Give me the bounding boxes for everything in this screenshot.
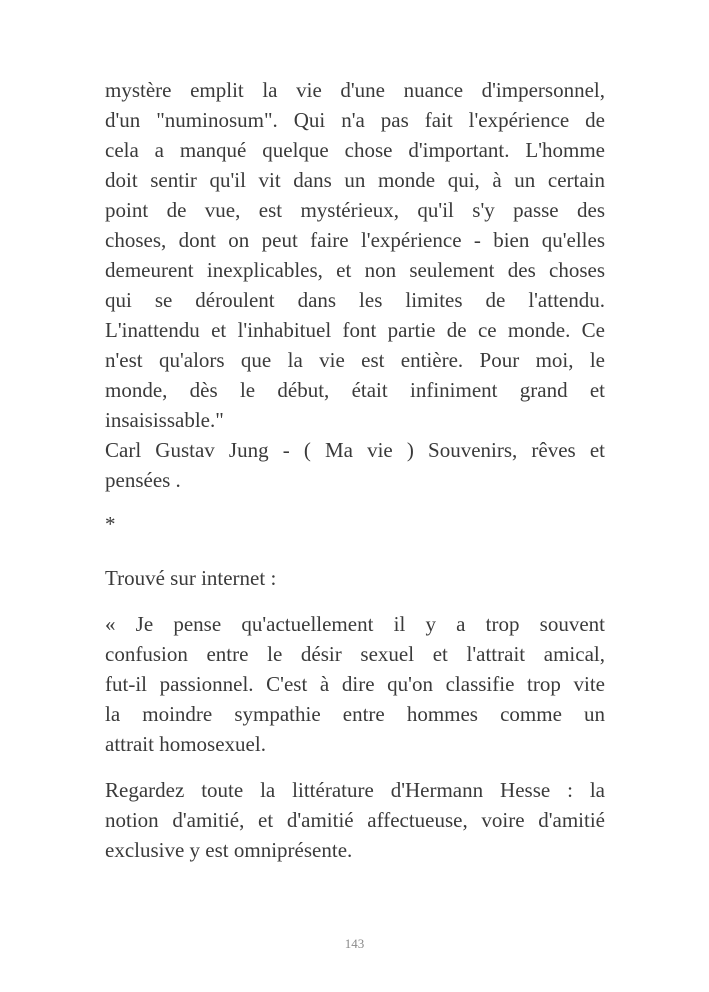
page-text [105,75,605,865]
internet-quote-first [105,609,605,759]
text-line: monde, dès le début, était infiniment grand et [105,378,605,402]
text-line: exclusive y est omniprésente. [105,838,353,862]
text-line: cela a manqué quelque chose d'important. L'homme [105,138,605,162]
text-line: attrait homosexuel. [105,732,266,756]
jung-quote-body [105,75,605,435]
text-line: insaisissable." [105,408,224,432]
text-line: demeurent inexplicables, et non seulement des choses [105,258,605,282]
text-line: Carl Gustav Jung - ( Ma vie ) Souvenirs, rêves et [105,438,605,462]
text-line: Trouvé sur internet : [105,566,277,590]
text-line: point de vue, est mystérieux, qu'il s'y passe des [105,198,605,222]
text-line: notion d'amitié, et d'amitié affectueuse, voire d'amitié [105,808,605,832]
text-line: * [105,512,116,536]
text-line: d'un "numinosum". Qui n'a pas fait l'expérience de [105,108,605,132]
text-line: pensées . [105,468,181,492]
text-line: choses, dont on peut faire l'expérience - bien qu'elles [105,228,605,252]
internet-quote-second [105,775,605,865]
text-line: qui se déroulent dans les limites de l'attendu. [105,288,605,312]
text-line: L'inattendu et l'inhabituel font partie de ce monde. Ce [105,318,605,342]
text-line: fut-il passionnel. C'est à dire qu'on classifie trop vite [105,672,605,696]
text-line: Regardez toute la littérature d'Hermann Hesse : la [105,778,605,802]
text-line: confusion entre le désir sexuel et l'attrait amical, [105,642,605,666]
text-line: n'est qu'alors que la vie est entière. Pour moi, le [105,348,605,372]
text-line: la moindre sympathie entre hommes comme un [105,702,605,726]
text-line: mystère emplit la vie d'une nuance d'impersonnel, [105,78,605,102]
jung-attribution [105,435,605,495]
intro-line [105,563,605,593]
text-line: « Je pense qu'actuellement il y a trop souvent [105,612,605,636]
text-line: doit sentir qu'il vit dans un monde qui, à un certain [105,168,605,192]
page-number: 143 [344,936,365,951]
separator-asterisk [105,509,605,539]
